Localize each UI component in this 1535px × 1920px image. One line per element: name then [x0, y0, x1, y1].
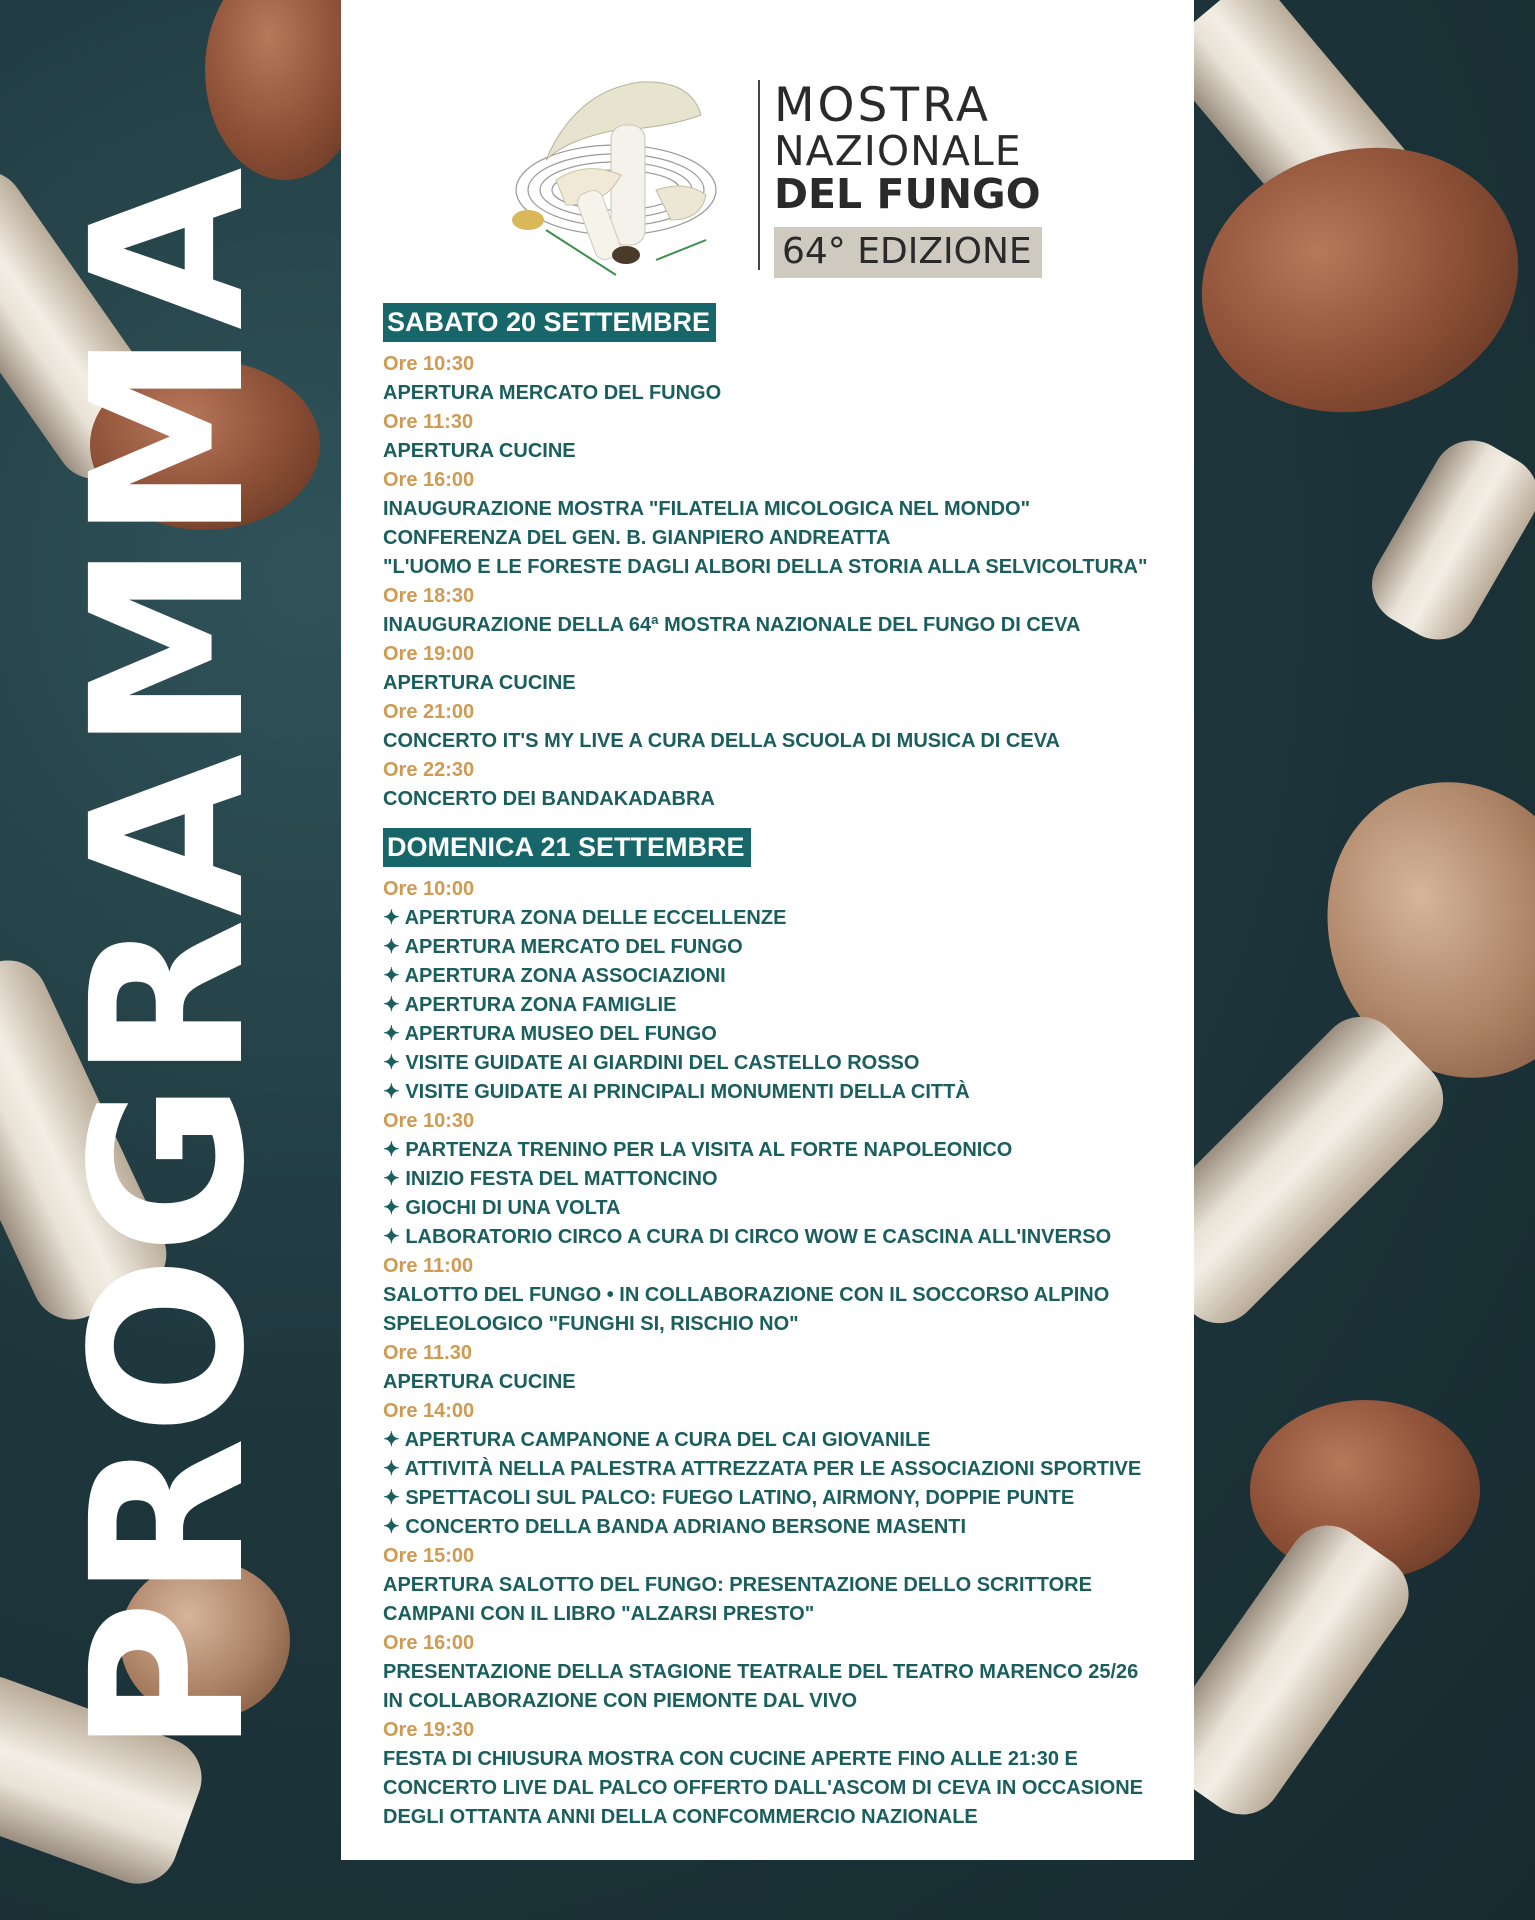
event-line: INAUGURAZIONE DELLA 64ª MOSTRA NAZIONALE DEL FUNGO DI CEVA	[383, 614, 1081, 637]
event-line: ✦ INIZIO FESTA DEL MATTONCINO	[383, 1168, 718, 1191]
event-line: CAMPANI CON IL LIBRO "ALZARSI PRESTO"	[383, 1603, 815, 1626]
event-line: ✦ PARTENZA TRENINO PER LA VISITA AL FORTE NAPOLEONICO	[383, 1139, 1013, 1162]
event-line: ✦ APERTURA ZONA FAMIGLIE	[383, 994, 677, 1017]
event-line: ✦ VISITE GUIDATE AI GIARDINI DEL CASTELLO ROSSO	[383, 1052, 920, 1075]
edition-badge: 64° EDIZIONE	[774, 227, 1042, 278]
event-line: SALOTTO DEL FUNGO • IN COLLABORAZIONE CON IL SOCCORSO ALPINO	[383, 1284, 1110, 1307]
day-heading-sunday: DOMENICA 21 SETTEMBRE	[383, 828, 751, 867]
event-title	[774, 78, 1042, 278]
event-line: ✦ GIOCHI DI UNA VOLTA	[383, 1197, 621, 1220]
event-line: ✦ APERTURA MERCATO DEL FUNGO	[383, 936, 743, 959]
event-line: ✦ VISITE GUIDATE AI PRINCIPALI MONUMENTI DELLA CITTÀ	[383, 1081, 970, 1104]
time-label: Ore 16:00	[383, 1632, 475, 1655]
event-line: ✦ APERTURA ZONA DELLE ECCELLENZE	[383, 907, 787, 930]
day-heading-saturday: SABATO 20 SETTEMBRE	[383, 303, 716, 342]
event-line: ✦ LABORATORIO CIRCO A CURA DI CIRCO WOW E CASCINA ALL'INVERSO	[383, 1226, 1112, 1249]
time-label: Ore 11:30	[383, 411, 474, 434]
mushroom-logo-illustration	[506, 70, 741, 290]
event-line: ✦ CONCERTO DELLA BANDA ADRIANO BERSONE MASENTI	[383, 1516, 967, 1539]
event-line: CONCERTO LIVE DAL PALCO OFFERTO DALL'ASCOM DI CEVA IN OCCASIONE	[383, 1777, 1143, 1800]
time-label: Ore 19:00	[383, 643, 475, 666]
event-line: APERTURA CUCINE	[383, 440, 576, 463]
event-line: ✦ APERTURA MUSEO DEL FUNGO	[383, 1023, 717, 1046]
event-line: CONFERENZA DEL GEN. B. GIANPIERO ANDREATTA	[383, 527, 891, 550]
event-line: ✦ SPETTACOLI SUL PALCO: FUEGO LATINO, AIRMONY, DOPPIE PUNTE	[383, 1487, 1075, 1510]
time-label: Ore 18:30	[383, 585, 475, 608]
event-line: ✦ APERTURA CAMPANONE A CURA DEL CAI GIOVANILE	[383, 1429, 931, 1452]
logo-divider	[758, 80, 760, 270]
event-line: SPELEOLOGICO "FUNGHI SI, RISCHIO NO"	[383, 1313, 799, 1336]
time-label: Ore 11:00	[383, 1255, 474, 1278]
time-label: Ore 11.30	[383, 1342, 472, 1365]
time-label: Ore 10:00	[383, 878, 475, 901]
title-line-2: NAZIONALE	[774, 127, 1022, 175]
title-line-3: DEL FUNGO	[774, 170, 1041, 218]
time-label: Ore 10:30	[383, 353, 475, 376]
event-line: FESTA DI CHIUSURA MOSTRA CON CUCINE APERTE FINO ALLE 21:30 E	[383, 1748, 1078, 1771]
event-line: INAUGURAZIONE MOSTRA "FILATELIA MICOLOGICA NEL MONDO"	[383, 498, 1031, 521]
saturday-entries	[383, 350, 1183, 814]
event-line: APERTURA CUCINE	[383, 1371, 576, 1394]
time-label: Ore 21:00	[383, 701, 475, 724]
event-line: ✦ ATTIVITÀ NELLA PALESTRA ATTREZZATA PER LE ASSOCIAZIONI SPORTIVE	[383, 1458, 1142, 1481]
programma-vertical-title: PROGRAMMA	[46, 165, 291, 1755]
title-line-1: MOSTRA	[774, 78, 991, 133]
event-line: "L'UOMO E LE FORESTE DAGLI ALBORI DELLA STORIA ALLA SELVICOLTURA"	[383, 556, 1148, 579]
event-line: APERTURA SALOTTO DEL FUNGO: PRESENTAZIONE DELLO SCRITTORE	[383, 1574, 1092, 1597]
event-line: IN COLLABORAZIONE CON PIEMONTE DAL VIVO	[383, 1690, 858, 1713]
event-line: ✦ APERTURA ZONA ASSOCIAZIONI	[383, 965, 726, 988]
time-label: Ore 10:30	[383, 1110, 475, 1133]
event-line: CONCERTO IT'S MY LIVE A CURA DELLA SCUOLA DI MUSICA DI CEVA	[383, 730, 1061, 753]
event-line: CONCERTO DEI BANDAKADABRA	[383, 788, 715, 811]
program-panel	[341, 0, 1194, 1860]
event-line: APERTURA CUCINE	[383, 672, 576, 695]
sunday-entries	[383, 875, 1183, 1832]
time-label: Ore 19:30	[383, 1719, 475, 1742]
time-label: Ore 15:00	[383, 1545, 475, 1568]
time-label: Ore 16:00	[383, 469, 475, 492]
schedule	[383, 303, 1183, 1832]
event-line: PRESENTAZIONE DELLA STAGIONE TEATRALE DEL TEATRO MARENCO 25/26	[383, 1661, 1139, 1684]
time-label: Ore 22:30	[383, 759, 475, 782]
event-line: DEGLI OTTANTA ANNI DELLA CONFCOMMERCIO NAZIONALE	[383, 1806, 978, 1829]
event-line: APERTURA MERCATO DEL FUNGO	[383, 382, 722, 405]
time-label: Ore 14:00	[383, 1400, 475, 1423]
